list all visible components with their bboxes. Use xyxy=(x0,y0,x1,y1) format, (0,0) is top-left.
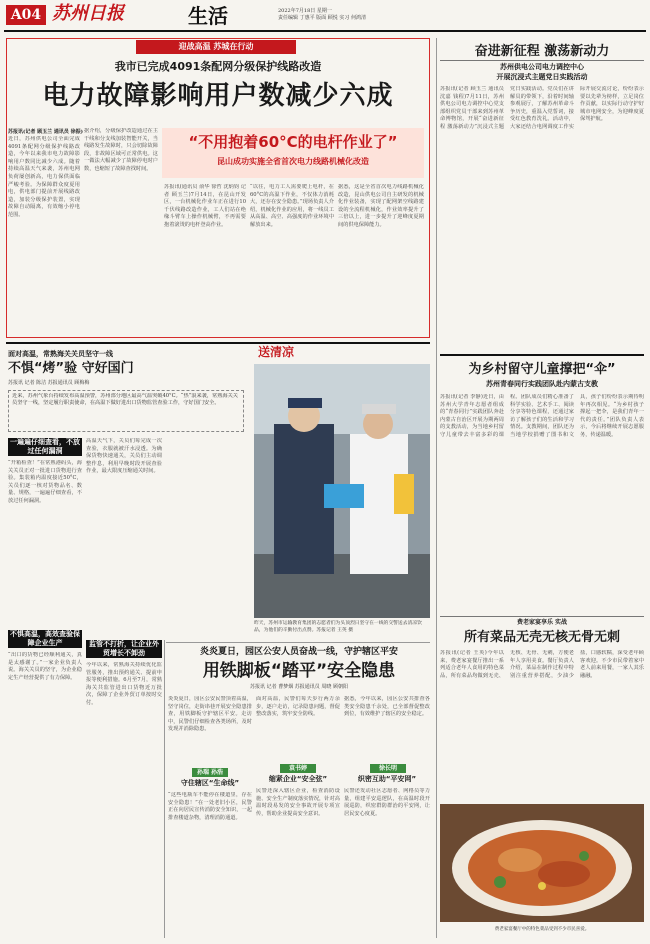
right-mid-subtitle: 苏州青春同行实践团队赴内蒙古支教 xyxy=(486,380,598,388)
left-lower-body-4: “出口的货物已经顺利通关，真是太感谢了。”一家企业负责人说。海关关员的坚守，为企业稳定生产经营提供了有力保障。 xyxy=(8,652,82,681)
dateline xyxy=(278,8,388,22)
volunteer-photo xyxy=(254,364,430,618)
bottom-mid-top-rule xyxy=(166,642,430,643)
bottom-mid-col1b: “这些电瓶车不能停在楼道里，存在安全隐患！”在一处老旧小区，民警正在向居民宣传消防安全知识，一起排查楼道杂物，清理消防通道。 xyxy=(168,792,252,821)
right-bottom-headline[interactable]: 所有菜品无壳无核无骨无刺 xyxy=(463,630,620,645)
photo-headline[interactable]: 送清凉 xyxy=(258,345,295,359)
left-lower-subhead-3: 不惧高温，高效查验保障企业生产 xyxy=(10,630,80,647)
dateline-date: 2022年7月18日 星期一 xyxy=(278,8,332,14)
lead-subtitle: 我市已完成4091条配网分级保护线路改造 xyxy=(114,60,322,73)
right-mid-body: 苏报讯(记者 李静)近日，由苏州大学青年志愿者组成的“青春同行”实践团队奔赴内蒙古自治区开展为期两周的支教活动，为当地乡村留守儿童带去丰富多彩的课程。团队成员们精心准备了科学实验、艺术手工、阅读分享等特色课程，还通过家访了解孩子们的生活和学习情况。支教期间，团队还为当地学校捐赠了图书和文具，孩子们纷纷表示期待明年再次相见。“为乡村孩子撑起一把伞，是我们青年一代的责任。”团队负责人表示，今后将继续开展志愿服务，传递温暖。 xyxy=(440,394,644,438)
bottom-mid-col2b: 民警还深入辖区企业，检查消防设施、安全生产制度落实情况，针对高温时段易发的安全事故开展专项宣传，帮助企业提高安全意识。 xyxy=(256,788,340,817)
bottom-mid-col1: 炎炎夏日，园区公安民警顶着高温，坚守岗位，走街串巷开展安全隐患排查，用铁脚板守护辖区平安。走访中，民警们仔细检查各类场所，及时发现并消除隐患。 xyxy=(168,696,252,733)
lead-column-5: 据悉，这是全省首次电力线路机械化改造，昆山供电公司自主研发的机械化作业装备，实现了配网架空线路建设的全流程机械化，作业效率提升了三倍以上，进一步提升了迎峰度夏期间的供电保障能力。 xyxy=(338,184,424,228)
dish-photo-image xyxy=(440,804,644,922)
bottom-mid-subhead-2: 缩紧企业“安全弦” xyxy=(268,775,328,783)
left-lower-subhead-2: 监管不打折，让企业外贸增长不卸劲 xyxy=(86,640,162,658)
right-bottom-rule xyxy=(440,616,644,617)
lead-column-2: 据介绍，分级保护改造通过在主干线和分支线加装智能开关，当线路发生故障时，只会切除故障段，非故障区域可正常供电。这一做法大幅减少了故障停电时户数，也缩短了故障查找时间。 xyxy=(84,128,158,172)
left-lower-headline[interactable]: 不惧“烤”验 守好国门 xyxy=(8,361,134,376)
dateline-editors: 责任编辑 丁惠平 版面 顾悦 实习 何鸿清 xyxy=(278,15,366,21)
bottom-mid-headline[interactable]: 用铁脚板“踏平”安全隐患 xyxy=(202,661,396,681)
lead-kicker: 迎战高温 苏城在行动 xyxy=(136,40,296,54)
photo-caption: 昨天，苏州市运输教育集团的志愿者们为头顶烈日坚守在一线的交警送去清凉饮品，为他们的辛勤付出点赞。苏报记者 王英 摄 xyxy=(254,621,422,633)
bottom-mid-subhead-3: 织密互助“平安网” xyxy=(357,775,417,783)
left-lower-rule xyxy=(6,342,430,344)
left-lower-body-3: 今年以来，常熟海关持续优化监管服务，推出预约通关、提前申报等便利措施。6月至7月，常熟海关共监管进出口货物近万批次，保障了企业外贸订单按时交付。 xyxy=(86,662,162,706)
right-top-subtitle-1: 苏州供电公司电力调控中心 xyxy=(500,63,584,71)
right-mid-headline[interactable]: 为乡村留守儿童撑把“伞” xyxy=(468,362,616,377)
top-rule xyxy=(4,30,646,32)
column-divider-right xyxy=(436,38,437,938)
lead-column-1: 近日，苏州供电公司全面完成4091条配网分级保护线路改造，今年以来我市电力故障影响用户数同比减少六成。随着持续高温天气来袭，苏州电网负荷屡创新高，电力保供面临严峻考验。为保障群众度夏用电，供电部门提前开展线路改造，加装分级保护装置，实现故障自动隔离，有效缩小停电范围。 xyxy=(8,136,80,218)
bottom-mid-kicker: 炎炎夏日，园区公安人员奋战一线，守护辖区平安 xyxy=(199,647,398,657)
right-top-body: 苏报讯(记者 顾玉兰 通讯员 沈嘉 钱程)7月11日，苏州供电公司电力调控中心党支部组织党员干部来到苏州革命博物馆，开展“奋进新征程 激荡新动力”沉浸式主题党日实践活动。党员们在讲解员的带领下，沿着时间轴参观展厅，了解苏州革命斗争历史，重温入党誓词，接受红色教育洗礼。活动中，大家还结合电网调度工作实际开展交流讨论，纷纷表示要以先辈为榜样，立足岗位作贡献，以实际行动守护好城市电网安全，为迎峰度夏保驾护航。 xyxy=(440,86,644,130)
bottom-mid-col2: 面对高温，民警们每天步行两万余步，逐户走访，记录隐患问题，督促整改落实，筑牢安全防线。 xyxy=(256,696,340,718)
bottom-mid-col3: 据悉，今年以来，园区公安共排查各类安全隐患千余处，已全部督促整改到位，有效维护了辖区的安全稳定。 xyxy=(344,696,430,718)
right-top-rule xyxy=(440,60,644,61)
dish-photo-caption: 费老家宴餐厅中的特色菜品受到不少市民喜爱。 xyxy=(494,927,590,932)
bottom-mid-col3b: 民警还发动社区志愿者、网格员等力量，组建平安巡逻队，在高温时段开展巡防，织密群防群治的平安网，让居民安心度夏。 xyxy=(344,788,430,817)
lead-headline[interactable]: 电力故障影响用户数减少六成 xyxy=(42,81,394,111)
volunteer-photo-image xyxy=(254,364,430,618)
quote-headline[interactable]: “不用抱着60°C的电杆作业了” xyxy=(188,133,398,151)
left-lower-body-2: 高温天气下，关员们每完成一次查验，衣服就被汗水浸透。为确保货物快速通关，关员们主动调整作息，利用早晚时段开展查验作业，最大限度压缩通关时间。 xyxy=(86,438,162,475)
bottom-mid-tag-3: 徐长明 xyxy=(370,764,406,773)
page-number: A04 xyxy=(6,5,46,25)
bottom-mid-tag-2: 袁书婷 xyxy=(280,764,316,773)
masthead-logo: 苏州日报 xyxy=(52,3,124,24)
bottom-mid-subhead-1: 守住辖区“生命线” xyxy=(180,779,240,787)
lead-byline: 苏报讯(记者 顾玉兰 通讯员 徐振) xyxy=(8,129,83,135)
right-bottom-kicker: 费老家宴享乐 实战 xyxy=(516,619,568,626)
right-top-subtitle-2: 开展沉浸式主题党日实践活动 xyxy=(496,73,588,81)
bottom-mid-tag-1: 孙瑞 孙浩 xyxy=(192,768,228,777)
lead-column-4: “以往，电力工人需要爬上电杆，在60°C的高温下作业，不仅体力消耗大，还存在安全隐患。”现场负责人介绍，机械化作业的应用，将一线员工从高温、高空、高强度的作业环境中解放出来。 xyxy=(250,184,334,228)
left-lower-abstract: 近来，苏州气象台持续发布高温预警，苏州部分地区最高气温突破40°C。“热”浪来袭，常熟海关关员坚守一线，坚定履行职责使命，在高温下做好进出口货物监管查验工作，守好国门安全。 xyxy=(12,393,238,406)
right-top-headline[interactable]: 奋进新征程 激荡新动力 xyxy=(474,44,610,59)
left-lower-body-1: “开箱检查！”在常熟港码头，海关关员正对一批进口货物进行查验。集装箱内温度接近50°C，关员们逐一核对货物品名、数量、规格，一遍遍仔细查看，不放过任何漏洞。 xyxy=(8,460,82,504)
column-divider-left xyxy=(164,640,165,938)
left-lower-subhead-1: 一遍遍仔细查看，不放过任何漏洞 xyxy=(10,438,80,455)
left-lower-kicker: 面对高温，常熟海关关员坚守一线 xyxy=(8,350,113,358)
lead-column-3: 苏报讯(通讯员 俞华 徐哲 沈炳钧 记者 顾玉兰)7月14日，在昆山开发区，一台机械化作业车正在进行10千伏线路改造作业，工人们站在绝缘斗臂车上操作机械臂，不再需要抱着滚烫的电杆登高作业。 xyxy=(164,184,246,228)
quote-subtitle: 昆山成功实施全省首次电力线路机械化改造 xyxy=(217,157,369,166)
right-mid-rule xyxy=(440,354,644,356)
section-title: 生活 xyxy=(188,4,228,28)
dish-photo xyxy=(440,804,644,922)
right-bottom-body: 苏报讯(记者 王英)今年以来，费老家宴餐厅推出一系列适合老年人食用的特色菜品，所有菜品均做到无壳、无核、无骨、无刺，方便老年人享用美食。餐厅负责人介绍，菜品在制作过程中特别注重营养搭配，少油少盐，口感软糯，深受老年顾客欢迎。不少市民带着家中老人前来用餐，一家人其乐融融。 xyxy=(440,650,644,679)
bottom-mid-byline: 苏报讯 记者 曹梦烟 苏报通讯员 周晓 顾朝阳 xyxy=(250,684,348,690)
left-lower-byline: 苏报讯 记者 陈洁 苏报通讯员 顾梅梅 xyxy=(8,380,90,386)
